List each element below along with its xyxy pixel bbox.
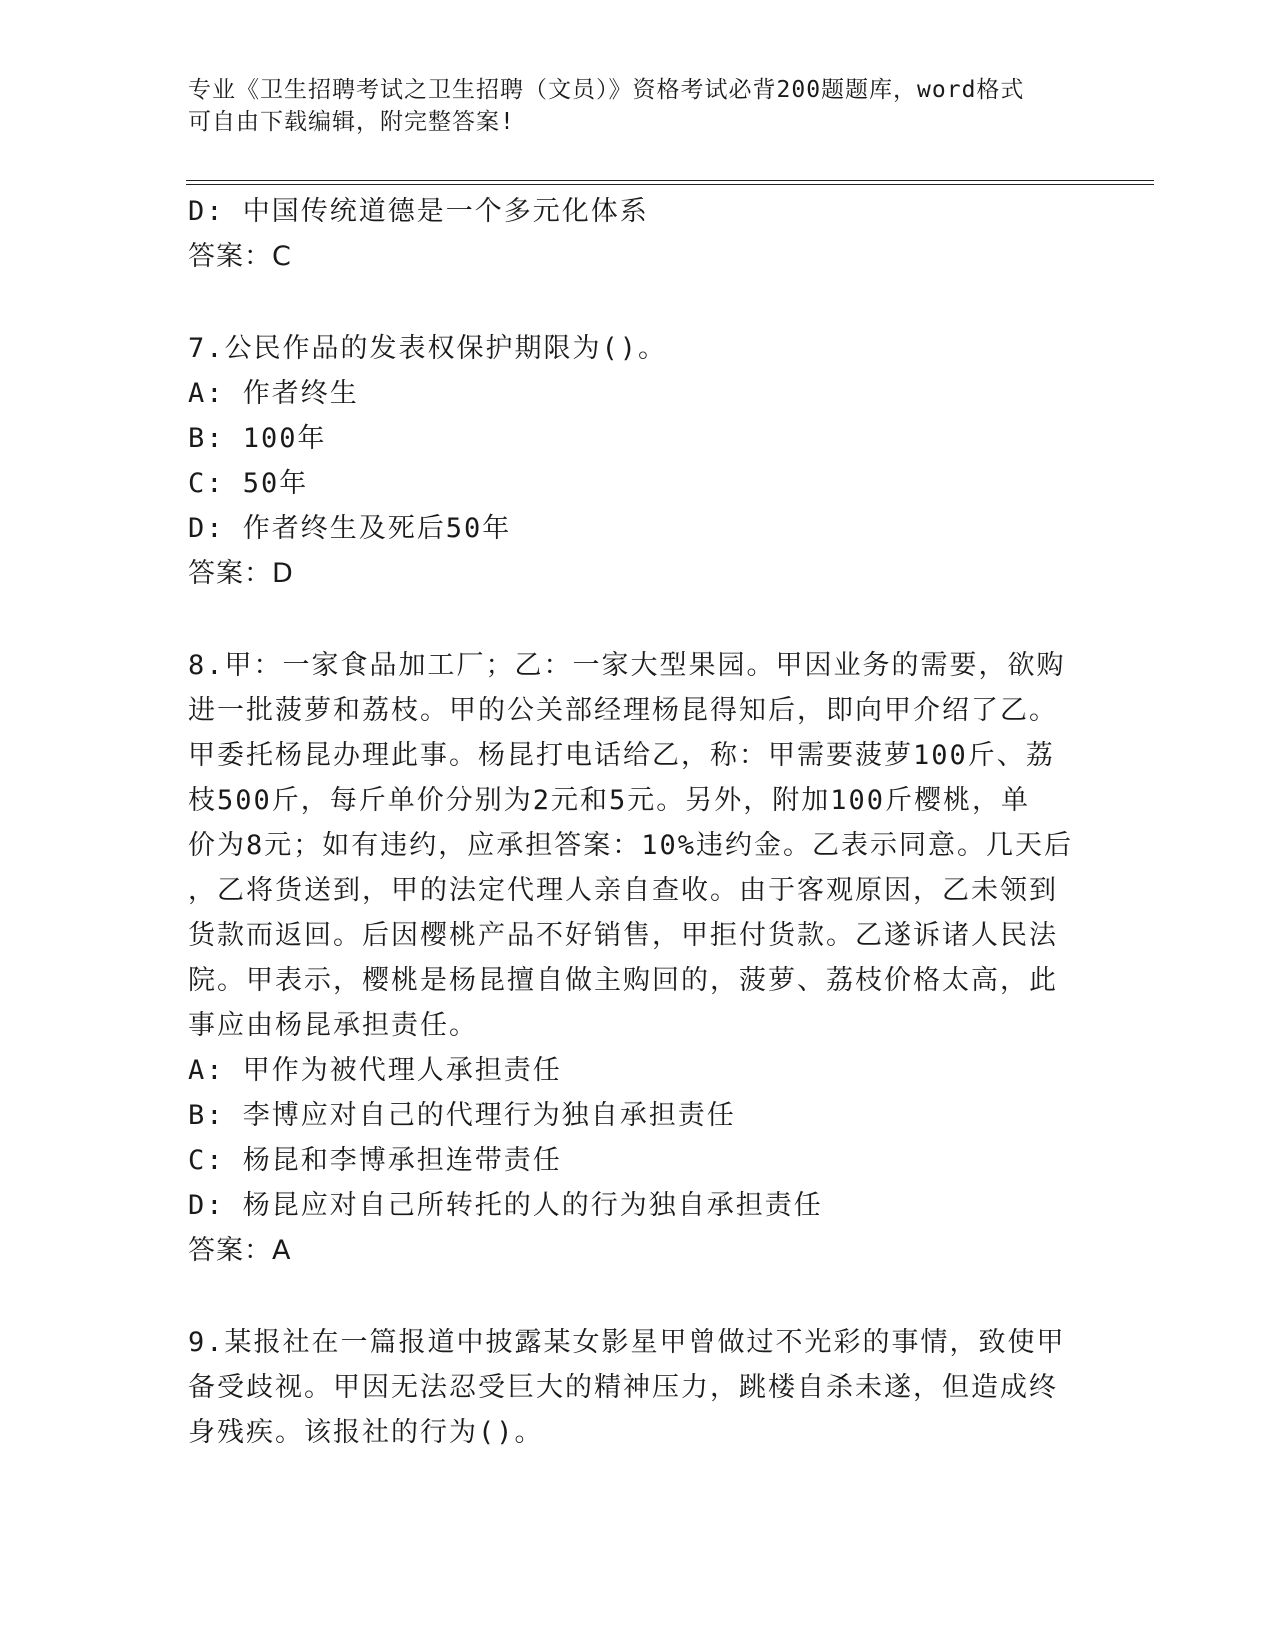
spacer (188, 279, 1068, 326)
q8-option-b: B: 李博应对自己的代理行为独自承担责任 (188, 1100, 736, 1131)
question-list (188, 189, 1074, 1455)
question-6 (188, 189, 1068, 279)
question-8 (188, 643, 1074, 1273)
question-9 (188, 1320, 1068, 1455)
document-header (188, 74, 1068, 138)
q9-question-line: 9.某报社在一篇报道中披露某女影星甲曾做过不光彩的事情，致使甲 (188, 1327, 1066, 1358)
q7-answer: 答案：D (188, 558, 294, 589)
q8-option-a: A: 甲作为被代理人承担责任 (188, 1055, 562, 1086)
q7-option-c: C: 50年 (188, 468, 309, 499)
q8-question-line: 价为8元；如有违约，应承担答案：10%违约金。乙表示同意。几天后 (188, 830, 1074, 861)
q6-option-d: D: 中国传统道德是一个多元化体系 (188, 196, 649, 227)
q8-answer: 答案：A (188, 1235, 292, 1266)
q9-question-line: 身残疾。该报社的行为()。 (188, 1417, 544, 1448)
header-title-line-2: 可自由下载编辑，附完整答案! (188, 109, 515, 135)
header-title-line-1: 专业《卫生招聘考试之卫生招聘（文员）》资格考试必背200题题库，word格式 (188, 77, 1025, 103)
spacer (188, 596, 1068, 643)
q8-question-line: 货款而返回。后因樱桃产品不好销售，甲拒付货款。乙遂诉诸人民法 (188, 920, 1058, 951)
q8-question-line: 进一批菠萝和荔枝。甲的公关部经理杨昆得知后，即向甲介绍了乙。 (188, 695, 1058, 726)
q8-question-line: 院。甲表示，樱桃是杨昆擅自做主购回的，菠萝、荔枝价格太高，此 (188, 965, 1058, 996)
q8-question-line: ，乙将货送到，甲的法定代理人亲自查收。由于客观原因，乙未领到 (188, 875, 1058, 906)
q7-option-a: A: 作者终生 (188, 378, 359, 409)
spacer (188, 1273, 1068, 1320)
q8-option-c: C: 杨昆和李博承担连带责任 (188, 1145, 562, 1176)
q7-question: 7.公民作品的发表权保护期限为()。 (188, 333, 668, 364)
q8-question-line: 枝500斤，每斤单价分别为2元和5元。另外，附加100斤樱桃，单 (188, 785, 1031, 816)
q6-answer: 答案：C (188, 241, 292, 272)
header-divider-top (186, 180, 1154, 181)
q8-question-line: 事应由杨昆承担责任。 (188, 1010, 478, 1041)
q8-option-d: D: 杨昆应对自己所转托的人的行为独自承担责任 (188, 1190, 823, 1221)
question-7 (188, 326, 1068, 596)
q9-question-line: 备受歧视。甲因无法忍受巨大的精神压力，跳楼自杀未遂，但造成终 (188, 1372, 1058, 1403)
q7-option-b: B: 100年 (188, 423, 327, 454)
header-divider-bottom (186, 184, 1154, 185)
q8-question-line: 8.甲：一家食品加工厂；乙：一家大型果园。甲因业务的需要，欲购 (188, 650, 1066, 681)
q8-question-line: 甲委托杨昆办理此事。杨昆打电话给乙，称：甲需要菠萝100斤、荔 (188, 740, 1055, 771)
q7-option-d: D: 作者终生及死后50年 (188, 513, 512, 544)
